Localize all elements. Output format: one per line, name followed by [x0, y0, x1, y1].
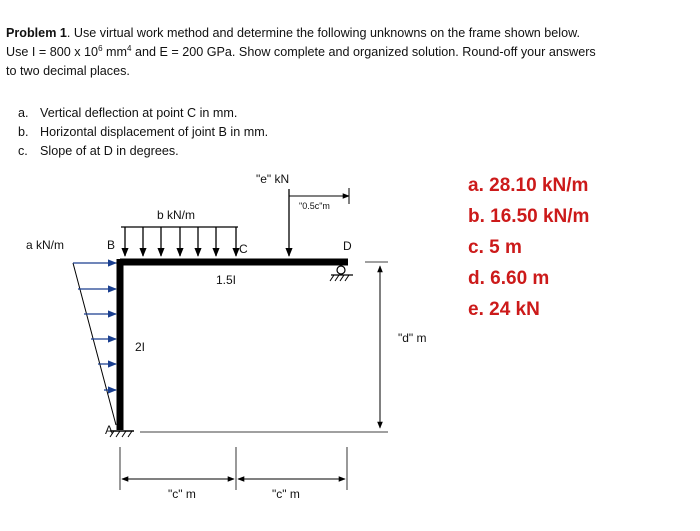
uniform-load-label: b kN/m [157, 208, 196, 222]
problem-text-1: . Use virtual work method and determine the following unknowns on the frame shown below. [66, 26, 581, 40]
problem-text-2c: and E = 200 GPa. Show complete and organized solution. Round-off your answers [131, 45, 596, 59]
span-left-label: "c" m [168, 487, 196, 501]
problem-text-2a: Use I = 800 x 10 [6, 45, 99, 59]
point-c-label: C [239, 242, 248, 256]
point-a-label: A [105, 423, 114, 437]
problem-text-3: to two decimal places. [6, 64, 130, 78]
problem-label: Problem 1 [6, 26, 67, 40]
problem-text-2b: mm [102, 45, 127, 59]
roller-support-icon [330, 266, 353, 281]
triangular-load-label: a kN/m [26, 238, 65, 252]
offset-label: "0.5c"m [299, 201, 330, 211]
column-stiffness-label: 2I [135, 340, 146, 354]
span-dimensions [120, 447, 347, 490]
triangular-load [73, 263, 118, 425]
exponent-6: 6 [98, 43, 103, 53]
point-b-label: B [107, 238, 116, 252]
point-load-label: "e" kN [256, 172, 290, 186]
unknown-item-c: c. Slope of at D in degrees. [18, 144, 179, 158]
height-label: "d" m [398, 331, 427, 345]
exponent-4: 4 [127, 43, 132, 53]
beam-stiffness-label: 1.5I [216, 273, 237, 287]
point-d-label: D [343, 239, 352, 253]
height-dimension [140, 262, 388, 432]
value-b: b. 16.50 kN/m [468, 206, 590, 227]
value-c: c. 5 m [468, 237, 522, 258]
span-right-label: "c" m [272, 487, 300, 501]
unknown-item-a: a. Vertical deflection at point C in mm. [18, 106, 238, 120]
value-a: a. 28.10 kN/m [468, 175, 589, 196]
uniform-load [121, 227, 238, 256]
fixed-support-icon [110, 431, 134, 437]
value-d: d. 6.60 m [468, 268, 550, 289]
unknown-item-b: b. Horizontal displacement of joint B in mm. [18, 125, 269, 139]
value-e: e. 24 kN [468, 299, 540, 320]
